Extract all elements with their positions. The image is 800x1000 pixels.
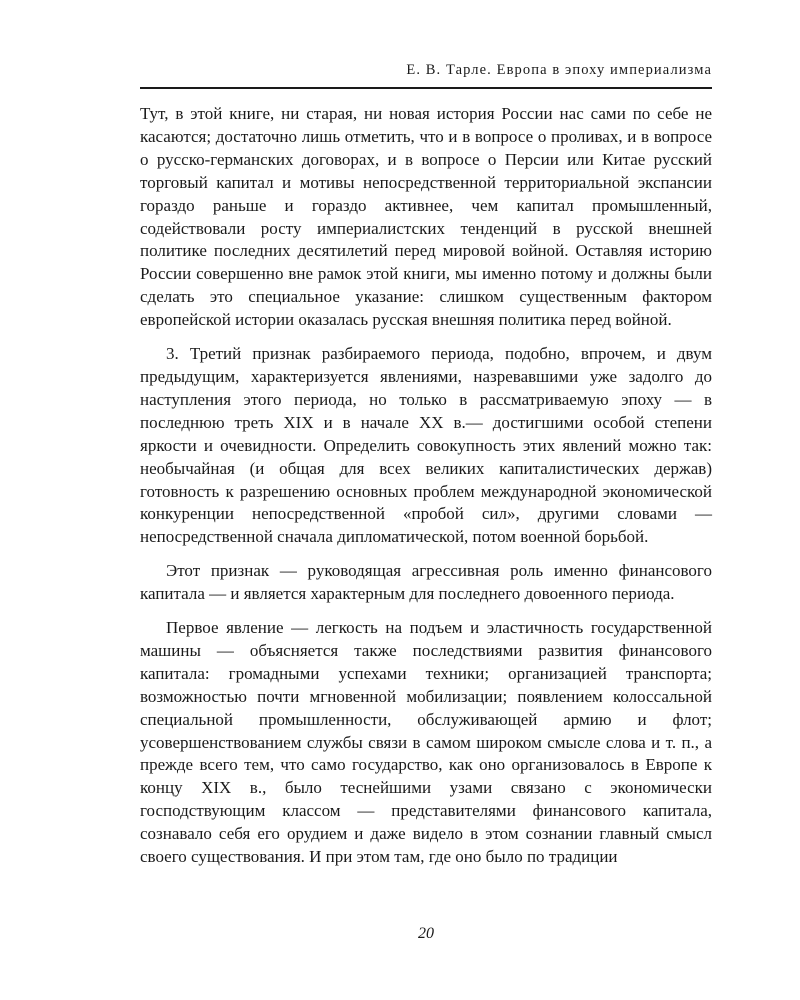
paragraph-1: Тут, в этой книге, ни старая, ни новая история России нас сами по себе не касаются; достаточно лишь отметить, что и в вопросе о проливах, и в вопросе о русско-германских договорах, и в вопросе о Персии или Китае русский торговый капитал и мотивы непосредственной территориальной экспансии гораздо раньше и гораздо активнее, чем капитал промышленный, содействовали росту империалистских тенденций в русской внешней политике последних десятилетий перед мировой войной. Оставляя историю России совершенно вне рамок этой книги, мы именно потому и должны были сделать это специальное указание: слишком существенным фактором европейской истории оказалась русская внешняя политика перед войной.: [140, 104, 712, 330]
running-head: Е. В. Тарле. Европа в эпоху империализма: [406, 62, 712, 78]
paragraph-3: Этот признак — руководящая агрессивная роль именно финансового капитала — и является характерным для последнего довоенного периода.: [140, 561, 712, 604]
paragraph-4: Первое явление — легкость на подъем и эластичность государственной машины — объясняется также последствиями развития финансового капитала: громадными успехами техники; организацией транспорта; возможностью почти мгновенной мобилизации; появлением колоссальной специальной промышленности, обслуживающей армию и флот; усовершенствованием службы связи в самом широком смысле слова и т. п., а прежде всего тем, что само государство, как оно организовалось в Европе к концу XIX в., было теснейшими узами связано с экономически господствующим классом — представителями финансового капитала, сознавало себя его орудием и даже видело в этом сознании главный смысл своего существования. И при этом там, где оно было по традиции: [140, 618, 712, 867]
paragraph-2: 3. Третий признак разбираемого периода, подобно, впрочем, и двум предыдущим, характеризуется явлениями, назревавшими уже задолго до наступления этого периода, но только в рассматриваемую эпоху — в последнюю треть XIX и в начале XX в.— достигшими особой степени яркости и очевидности. Определить совокупность этих явлений можно так: необычайная (и общая для всех великих капиталистических держав) готовность к разрешению основных проблем международной экономической конкуренции непосредственной «пробой сил», другими словами — непосредственной сначала дипломатической, потом военной борьбой.: [140, 344, 712, 547]
header-rule: [140, 87, 712, 89]
text-body: [140, 103, 712, 880]
page-number: 20: [418, 925, 434, 942]
